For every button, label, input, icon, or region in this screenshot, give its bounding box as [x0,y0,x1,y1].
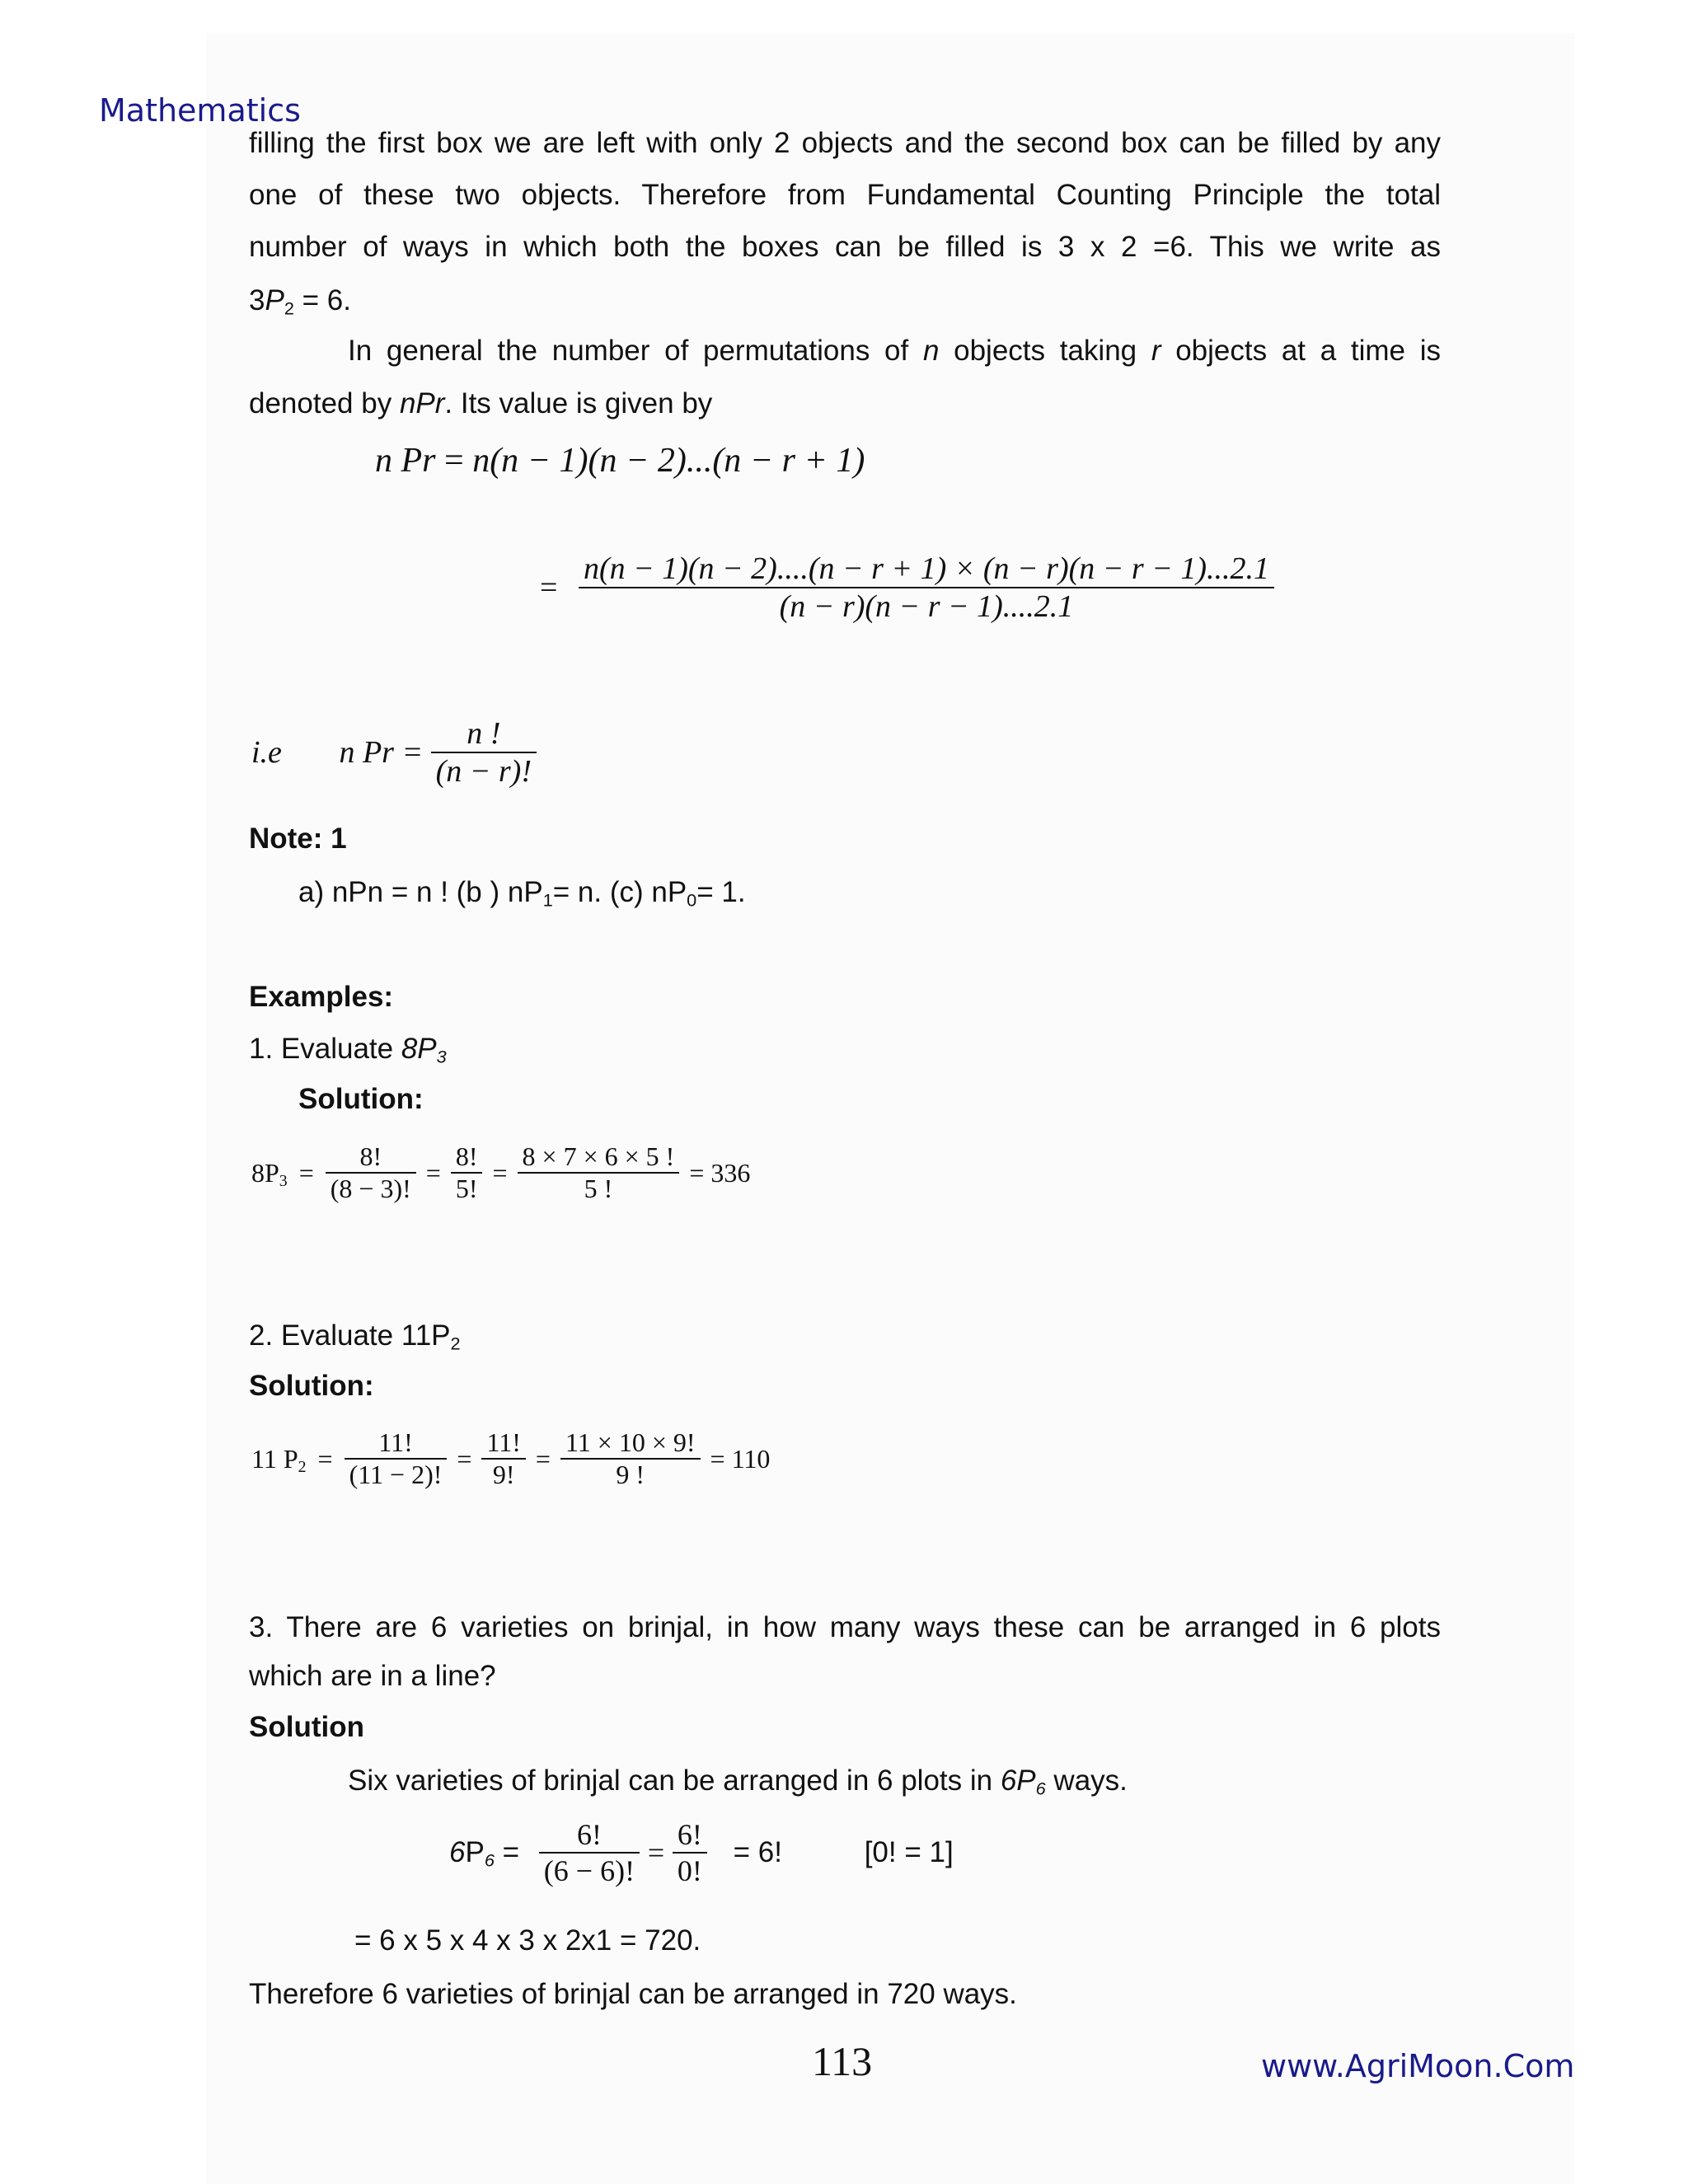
example-2-solution-label: Solution: [249,1370,374,1402]
formula-npr-factorial: i.e n Pr = $\frac{n !}{(n - r)!}$ [251,715,537,790]
example-2-label: 2. Evaluate $11P_2$ [249,1319,461,1354]
example-1-solution-label: Solution: [298,1083,424,1115]
example-1-equation: $8P_3$ = $\frac{8!}{(8 - 3)!}$ = $\frac{8!}{5!}$ = $\frac{8 \times 7 \times 6 \times 5 !}{5 !}$ = 336 [251,1141,751,1203]
examples-title: Examples: [249,981,394,1013]
general-line-1: In general the number of permutations of n objects taking r objects at a time is [348,335,1441,367]
formula-npr-expanded: = $\frac{n(n - 1)(n - 2)....(n - r + 1) \times (n - r)(n - r - 1)...2.1}{(n - r)(n - r - 1)....2.1}$ [540,551,1274,625]
intro-line-4: $3P_2 = 6$. [249,284,351,319]
header-subject: Mathematics [99,92,301,129]
footer-website[interactable]: www.AgriMoon.Com [1261,2048,1575,2084]
example-3-solution-label: Solution [249,1711,364,1743]
intro-line-2: one of these two objects. Therefore from Fundamental Counting Principle the total [249,179,1441,211]
example-3-equation: $6P_6$ = $\frac{6!}{(6 - 6)!}$ = $\frac{6!}{0!}$ = 6! [0! = 1] [449,1818,954,1887]
page-number: 113 [812,2038,873,2084]
note-title: Note: 1 [249,823,347,855]
intro-line-1: filling the first box we are left with only 2 objects and the second box can be filled by any [249,127,1441,159]
formula-npr-product: n Pr = n(n − 1)(n − 2)...(n − r + 1) [375,442,865,480]
example-2-equation: 11 $P_2$ = $\frac{11!}{(11 - 2)!}$ = $\frac{11!}{9!}$ = $\frac{11 \times 10 \times 9!}{9 !}$ = 110 [251,1427,771,1489]
example-1-label: 1. Evaluate $8P_3$ [249,1033,447,1067]
example-3-question-line-2: which are in a line? [249,1660,496,1692]
general-line-2: denoted by nPr. Its value is given by [249,387,713,419]
example-3-question-line-1: 3. There are 6 varieties on brinjal, in how many ways these can be arranged in 6 plots [249,1611,1441,1643]
example-3-expansion: = 6 x 5 x 4 x 3 x 2x1 = 720. [354,1924,701,1957]
example-3-solution-line: Six varieties of brinjal can be arranged in 6 plots in $6P_6$ ways. [348,1765,1128,1799]
note-items: a) nPn = n ! (b ) $nP_1= n$. (c) $nP_0= 1$. [298,876,746,911]
example-3-conclusion: Therefore 6 varieties of brinjal can be arranged in 720 ways. [249,1978,1017,2010]
intro-line-3: number of ways in which both the boxes can be filled is 3 x 2 =6. This we write as [249,231,1441,263]
